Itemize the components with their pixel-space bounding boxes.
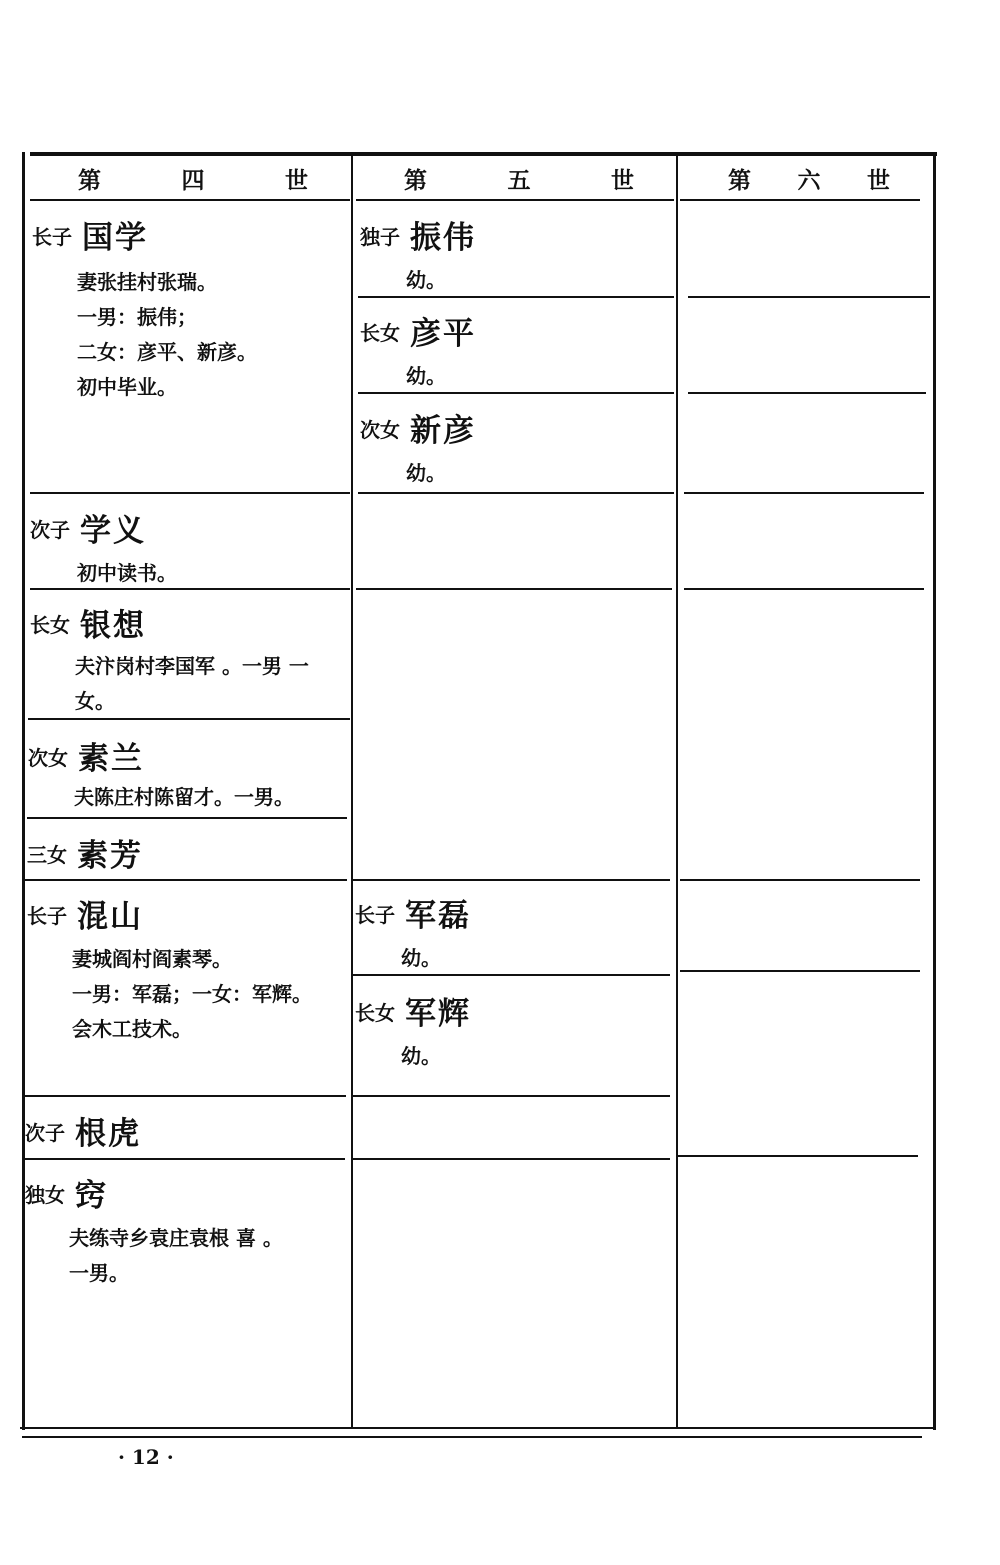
column-divider-2 — [676, 152, 678, 1428]
gen6-row-divider — [678, 1155, 918, 1157]
gen5-row-divider — [356, 588, 672, 590]
gen4-entry — [30, 505, 177, 591]
entry-note: 一男：振伟； — [77, 305, 197, 329]
frame-top-line — [30, 152, 937, 156]
header-underline-2 — [356, 199, 674, 201]
entry-note: 会木工技术。 — [72, 1017, 192, 1041]
person-name: 根虎 — [75, 1116, 141, 1152]
relation-label: 长子 — [355, 903, 395, 927]
gen6-row-divider — [684, 492, 924, 494]
relation-label: 次女 — [360, 418, 400, 442]
gen4-row-divider — [23, 1158, 345, 1160]
gen4-entry — [28, 733, 294, 815]
header-underline-1 — [30, 199, 350, 201]
gen4-entry — [25, 1170, 283, 1291]
gen5-row-divider — [352, 1095, 670, 1097]
gen6-row-divider — [680, 970, 920, 972]
relation-label: 三女 — [27, 843, 67, 867]
person-name: 新彦 — [410, 413, 476, 449]
relation-label: 次女 — [28, 746, 68, 770]
gen6-row-divider — [688, 392, 926, 394]
entry-note: 幼。 — [401, 946, 441, 970]
header-gen6-char-2: 六 — [797, 166, 821, 194]
gen6-row-divider — [688, 296, 930, 298]
gen6-row-divider — [680, 879, 920, 881]
header-gen4 — [78, 160, 308, 196]
entry-note: 女。 — [75, 689, 115, 713]
gen5-row-divider — [352, 1158, 670, 1160]
gen4-row-divider — [27, 817, 347, 819]
person-name: 军辉 — [405, 996, 471, 1032]
entry-note: 一男：军磊；一女：军辉。 — [72, 982, 312, 1006]
entry-note: 妻张挂村张瑞。 — [77, 270, 217, 294]
gen4-entry — [27, 891, 312, 1047]
entry-note: 二女：彦平、新彦。 — [77, 340, 257, 364]
entry-note: 一男。 — [69, 1261, 129, 1285]
header-gen6-char-3: 世 — [867, 166, 890, 194]
gen4-row-divider — [30, 492, 350, 494]
entry-note: 夫陈庄村陈留才。一男。 — [74, 785, 294, 809]
entry-note: 初中毕业。 — [77, 375, 177, 399]
column-divider-1 — [351, 152, 353, 1428]
person-name: 学义 — [80, 513, 146, 549]
gen4-entry — [27, 830, 143, 875]
relation-label: 次子 — [25, 1121, 65, 1145]
header-gen4-char-2: 四 — [181, 166, 205, 194]
relation-label: 独女 — [25, 1183, 65, 1207]
person-name: 彦平 — [410, 316, 476, 352]
person-name: 振伟 — [410, 220, 476, 256]
gen4-row-divider — [25, 879, 347, 881]
relation-label: 长女 — [30, 613, 70, 637]
header-gen5-char-1: 第 — [404, 166, 427, 194]
header-gen5-char-2: 五 — [507, 166, 531, 194]
header-gen4-char-1: 第 — [78, 166, 101, 194]
relation-label: 次子 — [30, 518, 70, 542]
relation-label: 长女 — [360, 321, 400, 345]
person-name: 素芳 — [77, 838, 143, 874]
gen5-entry — [360, 405, 476, 491]
header-gen5-char-3: 世 — [611, 166, 634, 194]
page-bottom-rule — [22, 1436, 922, 1438]
gen5-row-divider — [358, 492, 674, 494]
gen4-entry — [32, 212, 257, 405]
gen5-entry — [360, 308, 476, 394]
gen4-entry — [25, 1108, 141, 1153]
gen5-entry — [360, 212, 476, 298]
header-underline-3 — [680, 199, 920, 201]
gen5-row-divider — [352, 879, 670, 881]
person-name: 素兰 — [78, 741, 144, 777]
frame-right-line — [933, 152, 936, 1430]
gen4-entry — [30, 600, 309, 719]
frame-bottom-line — [20, 1427, 936, 1429]
relation-label: 长子 — [27, 904, 67, 928]
person-name: 窍 — [75, 1178, 108, 1214]
person-name: 混山 — [77, 899, 143, 935]
entry-note: 夫练寺乡袁庄袁根 喜 。 — [69, 1226, 283, 1250]
header-gen5 — [404, 160, 634, 196]
entry-note: 妻城阎村阎素琴。 — [72, 947, 232, 971]
entry-note: 幼。 — [401, 1044, 441, 1068]
gen5-entry — [355, 890, 471, 976]
gen5-entry — [355, 988, 471, 1074]
relation-label: 长女 — [355, 1001, 395, 1025]
gen6-row-divider — [684, 588, 924, 590]
header-gen4-char-3: 世 — [285, 166, 308, 194]
entry-note: 幼。 — [406, 461, 446, 485]
entry-note: 幼。 — [406, 364, 446, 388]
header-gen6-char-1: 第 — [728, 166, 751, 194]
entry-note: 幼。 — [406, 268, 446, 292]
entry-note: 夫汴岗村李国军 。一男 一 — [75, 654, 309, 678]
person-name: 军磊 — [405, 898, 471, 934]
header-gen6 — [728, 160, 890, 196]
person-name: 国学 — [82, 220, 148, 256]
relation-label: 独子 — [360, 225, 400, 249]
person-name: 银想 — [80, 608, 146, 644]
gen4-row-divider — [24, 1095, 346, 1097]
entry-note: 初中读书。 — [77, 561, 177, 585]
page-number: · 12 · — [118, 1445, 174, 1469]
relation-label: 长子 — [32, 225, 72, 249]
